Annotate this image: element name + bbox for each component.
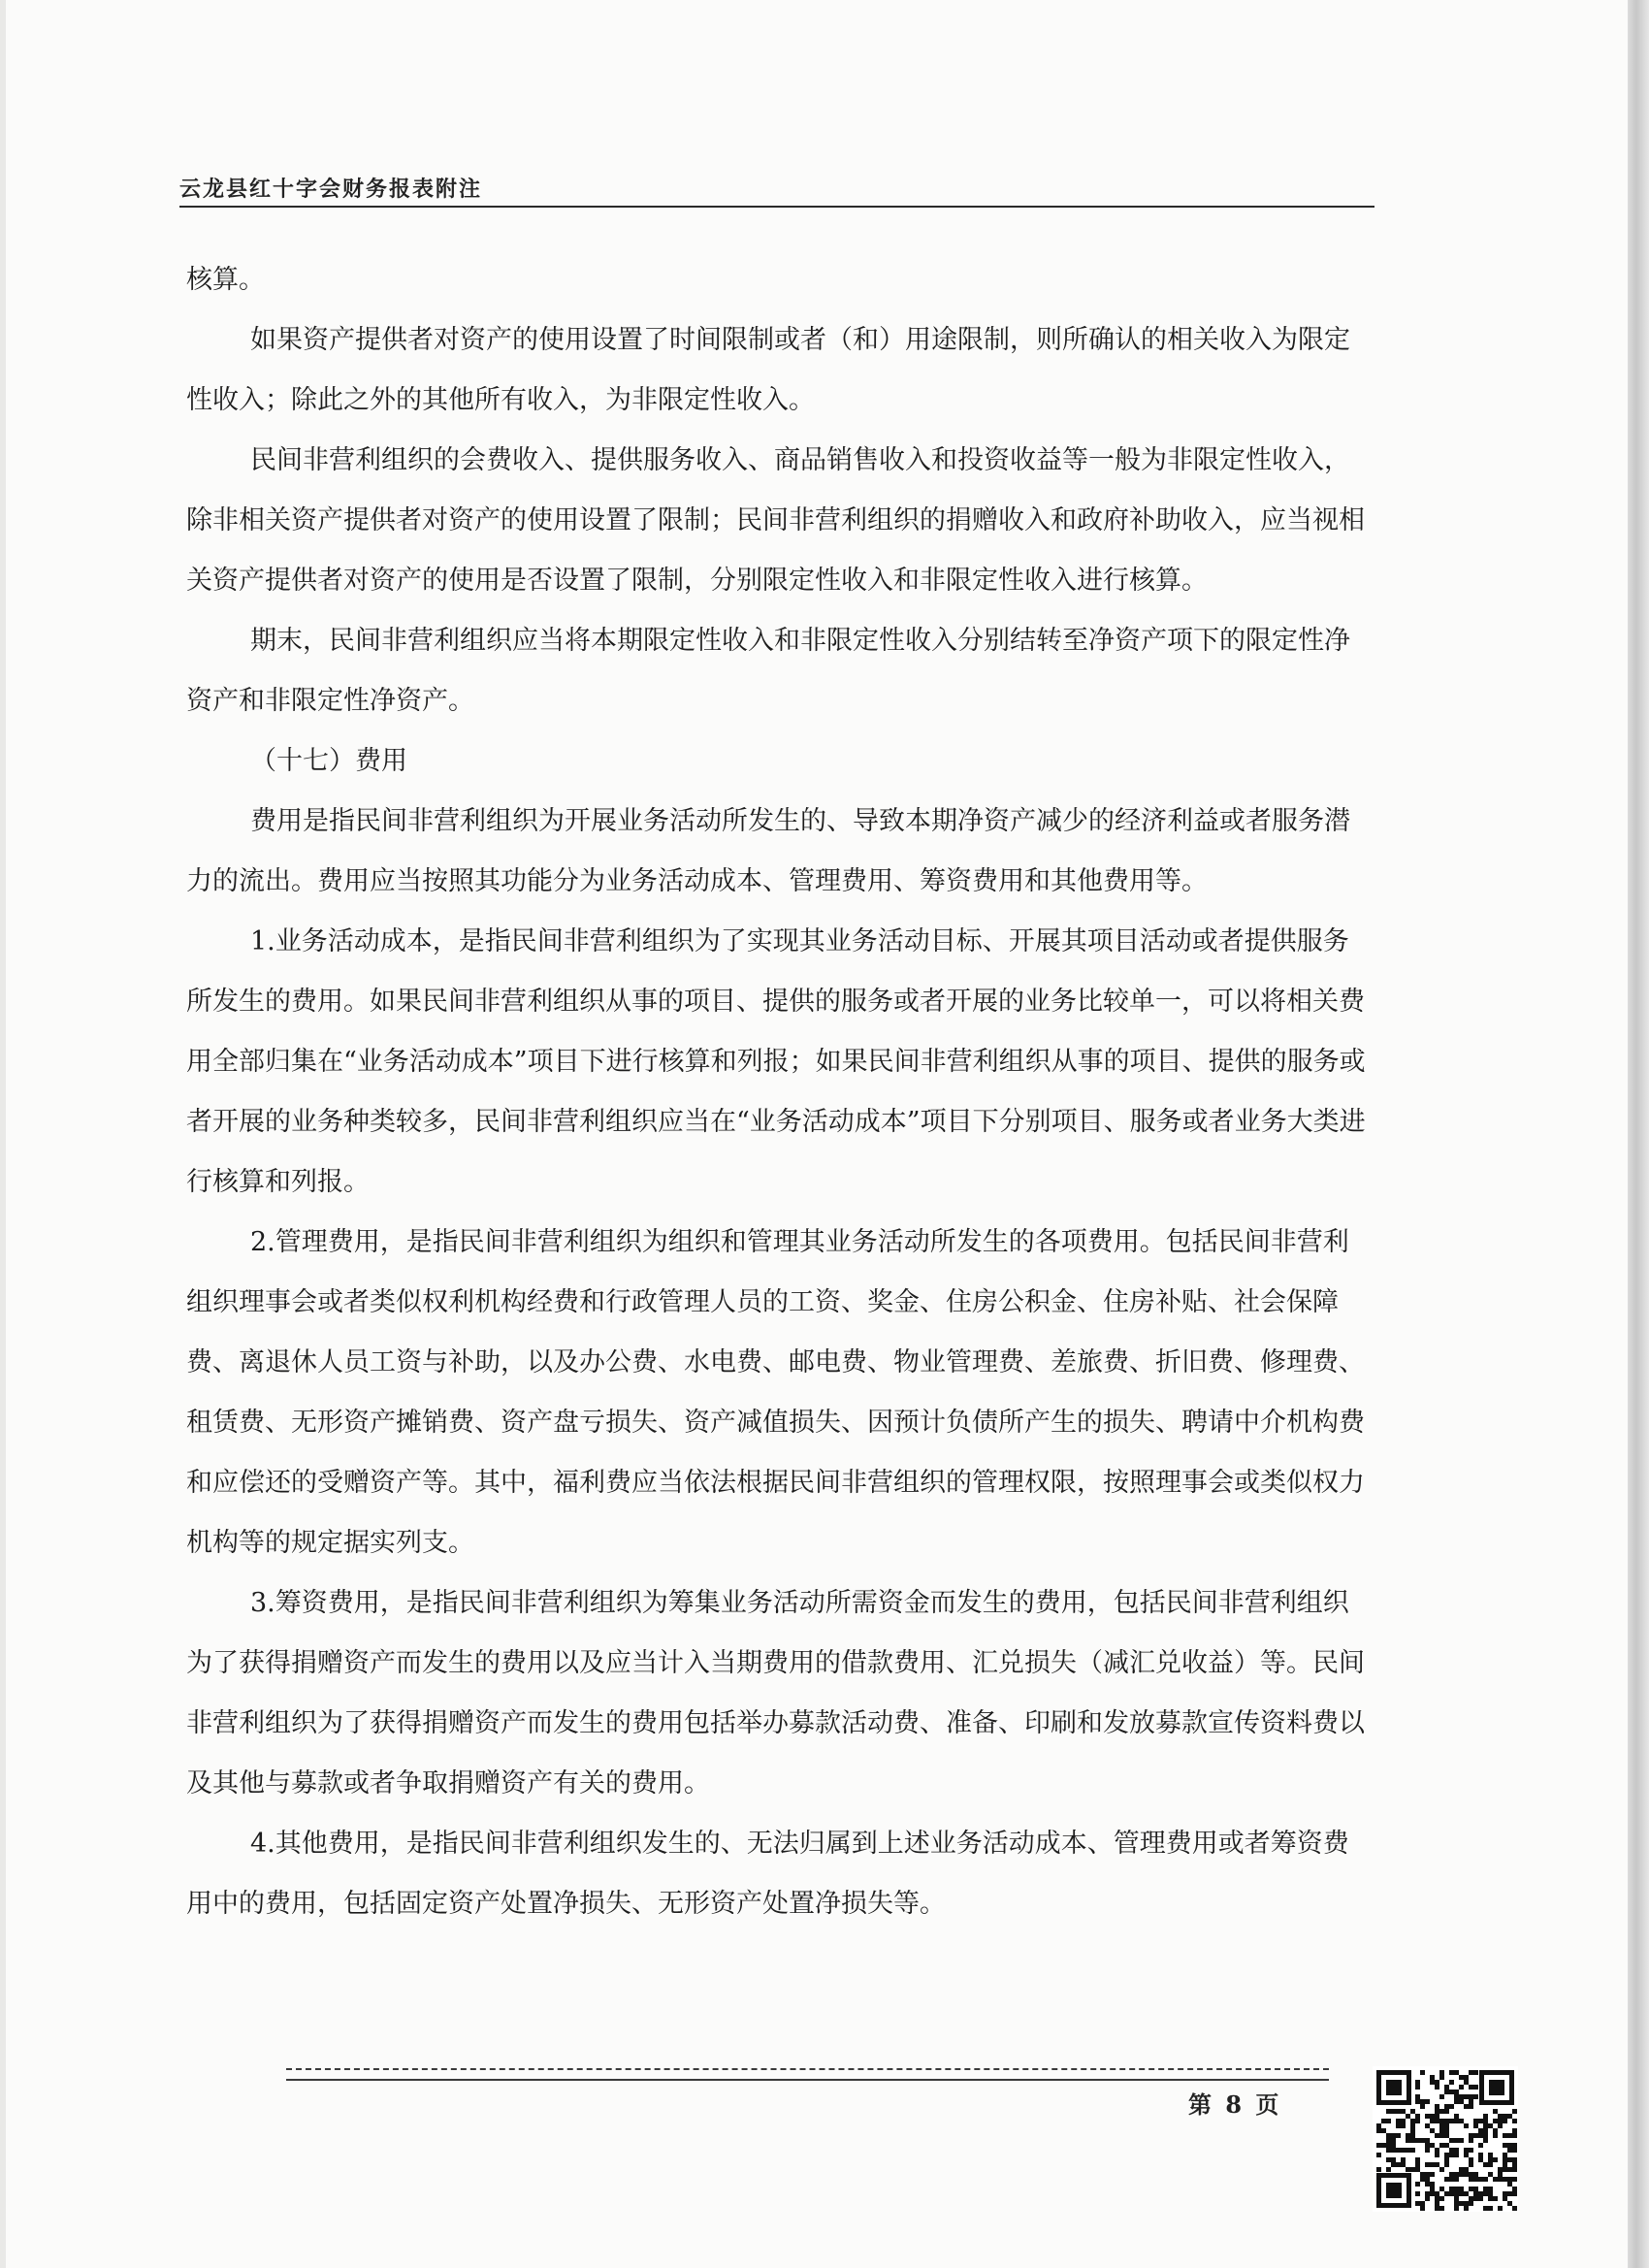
paragraph: 2.管理费用，是指民间非营利组织为组织和管理其业务活动所发生的各项费用。包括民间非营利组织理事会或者类似权利机构经费和行政管理人员的工资、奖金、住房公积金、住房补贴、社会保障费、离退休人员工资与补助，以及办公费、水电费、邮电费、物业管理费、差旅费、折旧费、修理费、租赁费、无形资产摊销费、资产盘亏损失、资产减值损失、因预计负债所产生的损失、聘请中介机构费和应偿还的受赠资产等。其中，福利费应当依法根据民间非营组织的管理权限，按照理事会或类似权力机构等的规定据实列支。 [186, 1227, 1365, 1558]
paragraph: 4.其他费用，是指民间非营利组织发生的、无法归属到上述业务活动成本、管理费用或者筹资费用中的费用，包括固定资产处置净损失、无形资产处置净损失等。 [186, 1829, 1349, 1919]
paragraph: 费用是指民间非营利组织为开展业务活动所发生的、导致本期净资产减少的经济利益或者服务潜力的流出。费用应当按照其功能分为业务活动成本、管理费用、筹资费用和其他费用等。 [186, 806, 1350, 896]
section-heading: （十七）费用 [250, 746, 407, 776]
body-text [186, 250, 1368, 1934]
page-number: 第 8 页 [1188, 2090, 1282, 2119]
paragraph: 民间非营利组织的会费收入、提供服务收入、商品销售收入和投资收益等一般为非限定性收入，除非相关资产提供者对资产的使用设置了限制；民间非营利组织的捐赠收入和政府补助收入，应当视相关资产提供者对资产的使用是否设置了限制，分别限定性收入和非限定性收入进行核算。 [186, 445, 1365, 596]
scan-right-edge [1628, 0, 1649, 2268]
paragraph: 核算。 [186, 265, 265, 295]
paragraph: 3.筹资费用，是指民间非营利组织为筹集业务活动所需资金而发生的费用，包括民间非营利组织为了获得捐赠资产而发生的费用以及应当计入当期费用的借款费用、汇兑损失（减汇兑收益）等。民间非营利组织为了获得捐赠资产而发生的费用包括举办募款活动费、准备、印刷和发放募款宣传资料费以及其他与募款或者争取捐赠资产有关的费用。 [186, 1588, 1365, 1798]
scan-left-edge [0, 0, 6, 2268]
paragraph: 如果资产提供者对资产的使用设置了时间限制或者（和）用途限制，则所确认的相关收入为限定性收入；除此之外的其他所有收入，为非限定性收入。 [186, 325, 1350, 415]
qr-code [1373, 2066, 1518, 2212]
paragraph: 期末，民间非营利组织应当将本期限定性收入和非限定性收入分别结转至净资产项下的限定性净资产和非限定性净资产。 [186, 626, 1350, 716]
paragraph: 1.业务活动成本，是指民间非营利组织为了实现其业务活动目标、开展其项目活动或者提供服务所发生的费用。如果民间非营利组织从事的项目、提供的服务或者开展的业务比较单一，可以将相关费用全部归集在“业务活动成本”项目下进行核算和列报；如果民间非营利组织从事的项目、提供的服务或者开展的业务种类较多，民间非营利组织应当在“业务活动成本”项目下分别项目、服务或者业务大类进行核算和列报。 [186, 926, 1366, 1197]
footer-rule [286, 2068, 1329, 2081]
running-header: 云龙县红十字会财务报表附注 [179, 177, 483, 202]
header-rule [179, 206, 1374, 208]
